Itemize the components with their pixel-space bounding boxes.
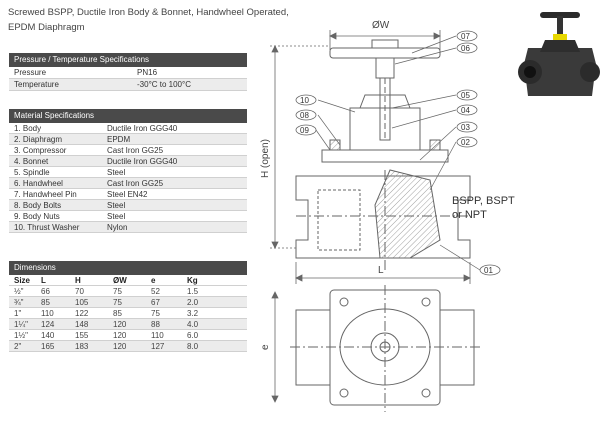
material-part: 1. Body [14, 124, 42, 133]
column-header: L [41, 276, 46, 285]
table-cell: 52 [151, 287, 160, 296]
pressure-value: PN16 [137, 68, 158, 77]
table-cell: 85 [113, 309, 122, 318]
material-value: Steel [107, 212, 126, 221]
material-value: Cast Iron GG25 [107, 179, 164, 188]
svg-text:01: 01 [484, 266, 493, 275]
material-value: Cast Iron GG25 [107, 146, 164, 155]
table-cell: 67 [151, 298, 160, 307]
table-cell: 105 [75, 298, 89, 307]
material-value: Nylon [107, 223, 128, 232]
table-cell: 85 [41, 298, 50, 307]
table-cell: 148 [75, 320, 89, 329]
svg-text:07: 07 [461, 32, 470, 41]
table-cell: 2.0 [187, 298, 199, 307]
column-header: H [75, 276, 81, 285]
thread-label-line-1: BSPP, BSPT [452, 195, 515, 207]
handwheel-outline [330, 40, 440, 140]
table-cell: 110 [41, 309, 54, 318]
dimension-w-label: ØW [372, 20, 390, 31]
table-cell: 66 [41, 287, 50, 296]
material-part: 7. Handwheel Pin [14, 190, 77, 199]
table-cell: 3.2 [187, 309, 199, 318]
material-value: Steel [107, 201, 126, 210]
table-cell: 1" [14, 309, 22, 318]
svg-text:05: 05 [461, 91, 470, 100]
dimensions-header: Dimensions [9, 261, 247, 275]
table-cell: 6.0 [187, 331, 199, 340]
table-cell: 4.0 [187, 320, 199, 329]
column-header: Size [14, 276, 31, 285]
callout-03 [457, 122, 477, 132]
material-part: 5. Spindle [14, 168, 50, 177]
table-cell: 120 [113, 342, 127, 351]
material-part: 4. Bonnet [14, 157, 49, 166]
temperature-value: -30°C to 100°C [137, 80, 191, 89]
svg-text:08: 08 [300, 111, 309, 120]
callout-06 [457, 43, 477, 53]
column-header: ØW [113, 276, 127, 285]
table-cell: 1¼" [14, 320, 28, 329]
table-cell: 155 [75, 331, 89, 340]
thread-label-line-2: or NPT [452, 209, 487, 221]
material-value: Steel [107, 168, 126, 177]
callout-05 [457, 90, 477, 100]
callout-10 [296, 95, 316, 105]
material-part: 8. Body Bolts [14, 201, 62, 210]
dimension-h-label: H (open) [260, 139, 271, 178]
table-cell: 165 [41, 342, 55, 351]
table-cell: 110 [151, 331, 164, 340]
svg-text:03: 03 [461, 123, 470, 132]
table-cell: 183 [75, 342, 89, 351]
callout-01 [480, 265, 500, 275]
table-cell: 2" [14, 342, 22, 351]
table-cell: 1½" [14, 331, 28, 340]
callout-04 [457, 105, 477, 115]
dimension-l-label: L [378, 265, 384, 276]
material-value: Ductile Iron GGG40 [107, 157, 178, 166]
table-cell: 75 [113, 298, 122, 307]
table-cell: 120 [113, 331, 127, 340]
table-cell: 70 [75, 287, 84, 296]
title-line-2: EPDM Diaphragm [8, 22, 85, 33]
dimension-h-line [270, 46, 330, 248]
table-cell: 122 [75, 309, 89, 318]
callout-08 [296, 110, 316, 120]
svg-text:06: 06 [461, 44, 470, 53]
dimension-e-label: e [260, 344, 271, 350]
pressure-label: Pressure [14, 68, 47, 77]
pressure-temperature-header: Pressure / Temperature Specifications [9, 53, 247, 67]
callout-02 [457, 137, 477, 147]
svg-text:04: 04 [461, 106, 470, 115]
table-cell: 75 [151, 309, 160, 318]
table-cell: 1.5 [187, 287, 199, 296]
dimension-e-line [272, 292, 278, 402]
svg-text:02: 02 [461, 138, 470, 147]
svg-text:10: 10 [300, 96, 309, 105]
material-value: Steel EN42 [107, 190, 148, 199]
bottom-view-outline [290, 285, 480, 412]
callout-07 [457, 31, 477, 41]
valve-product-photo [518, 12, 600, 96]
material-part: 10. Thrust Washer [14, 223, 80, 232]
material-part: 9. Body Nuts [14, 212, 60, 221]
material-part: 3. Compressor [14, 146, 67, 155]
table-cell: 120 [113, 320, 127, 329]
column-header: Kg [187, 276, 198, 285]
column-header: e [151, 276, 156, 285]
svg-text:09: 09 [300, 126, 309, 135]
temperature-label: Temperature [14, 80, 59, 89]
material-value: Ductile Iron GGG40 [107, 124, 178, 133]
material-specifications-header: Material Specifications [9, 109, 247, 123]
table-cell: 127 [151, 342, 165, 351]
table-cell: 88 [151, 320, 160, 329]
table-cell: 124 [41, 320, 55, 329]
table-cell: 140 [41, 331, 55, 340]
material-value: EPDM [107, 135, 131, 144]
table-cell: 8.0 [187, 342, 199, 351]
valve-body-outline [296, 170, 470, 270]
table-cell: ½" [14, 287, 24, 296]
material-part: 2. Diaphragm [14, 135, 63, 144]
title-line-1: Screwed BSPP, Ductile Iron Body & Bonnet, Handwheel Operated, [8, 7, 289, 18]
material-part: 6. Handwheel [14, 179, 63, 188]
callout-09 [296, 125, 316, 135]
table-cell: 75 [113, 287, 122, 296]
table-cell: ¾" [14, 298, 24, 307]
